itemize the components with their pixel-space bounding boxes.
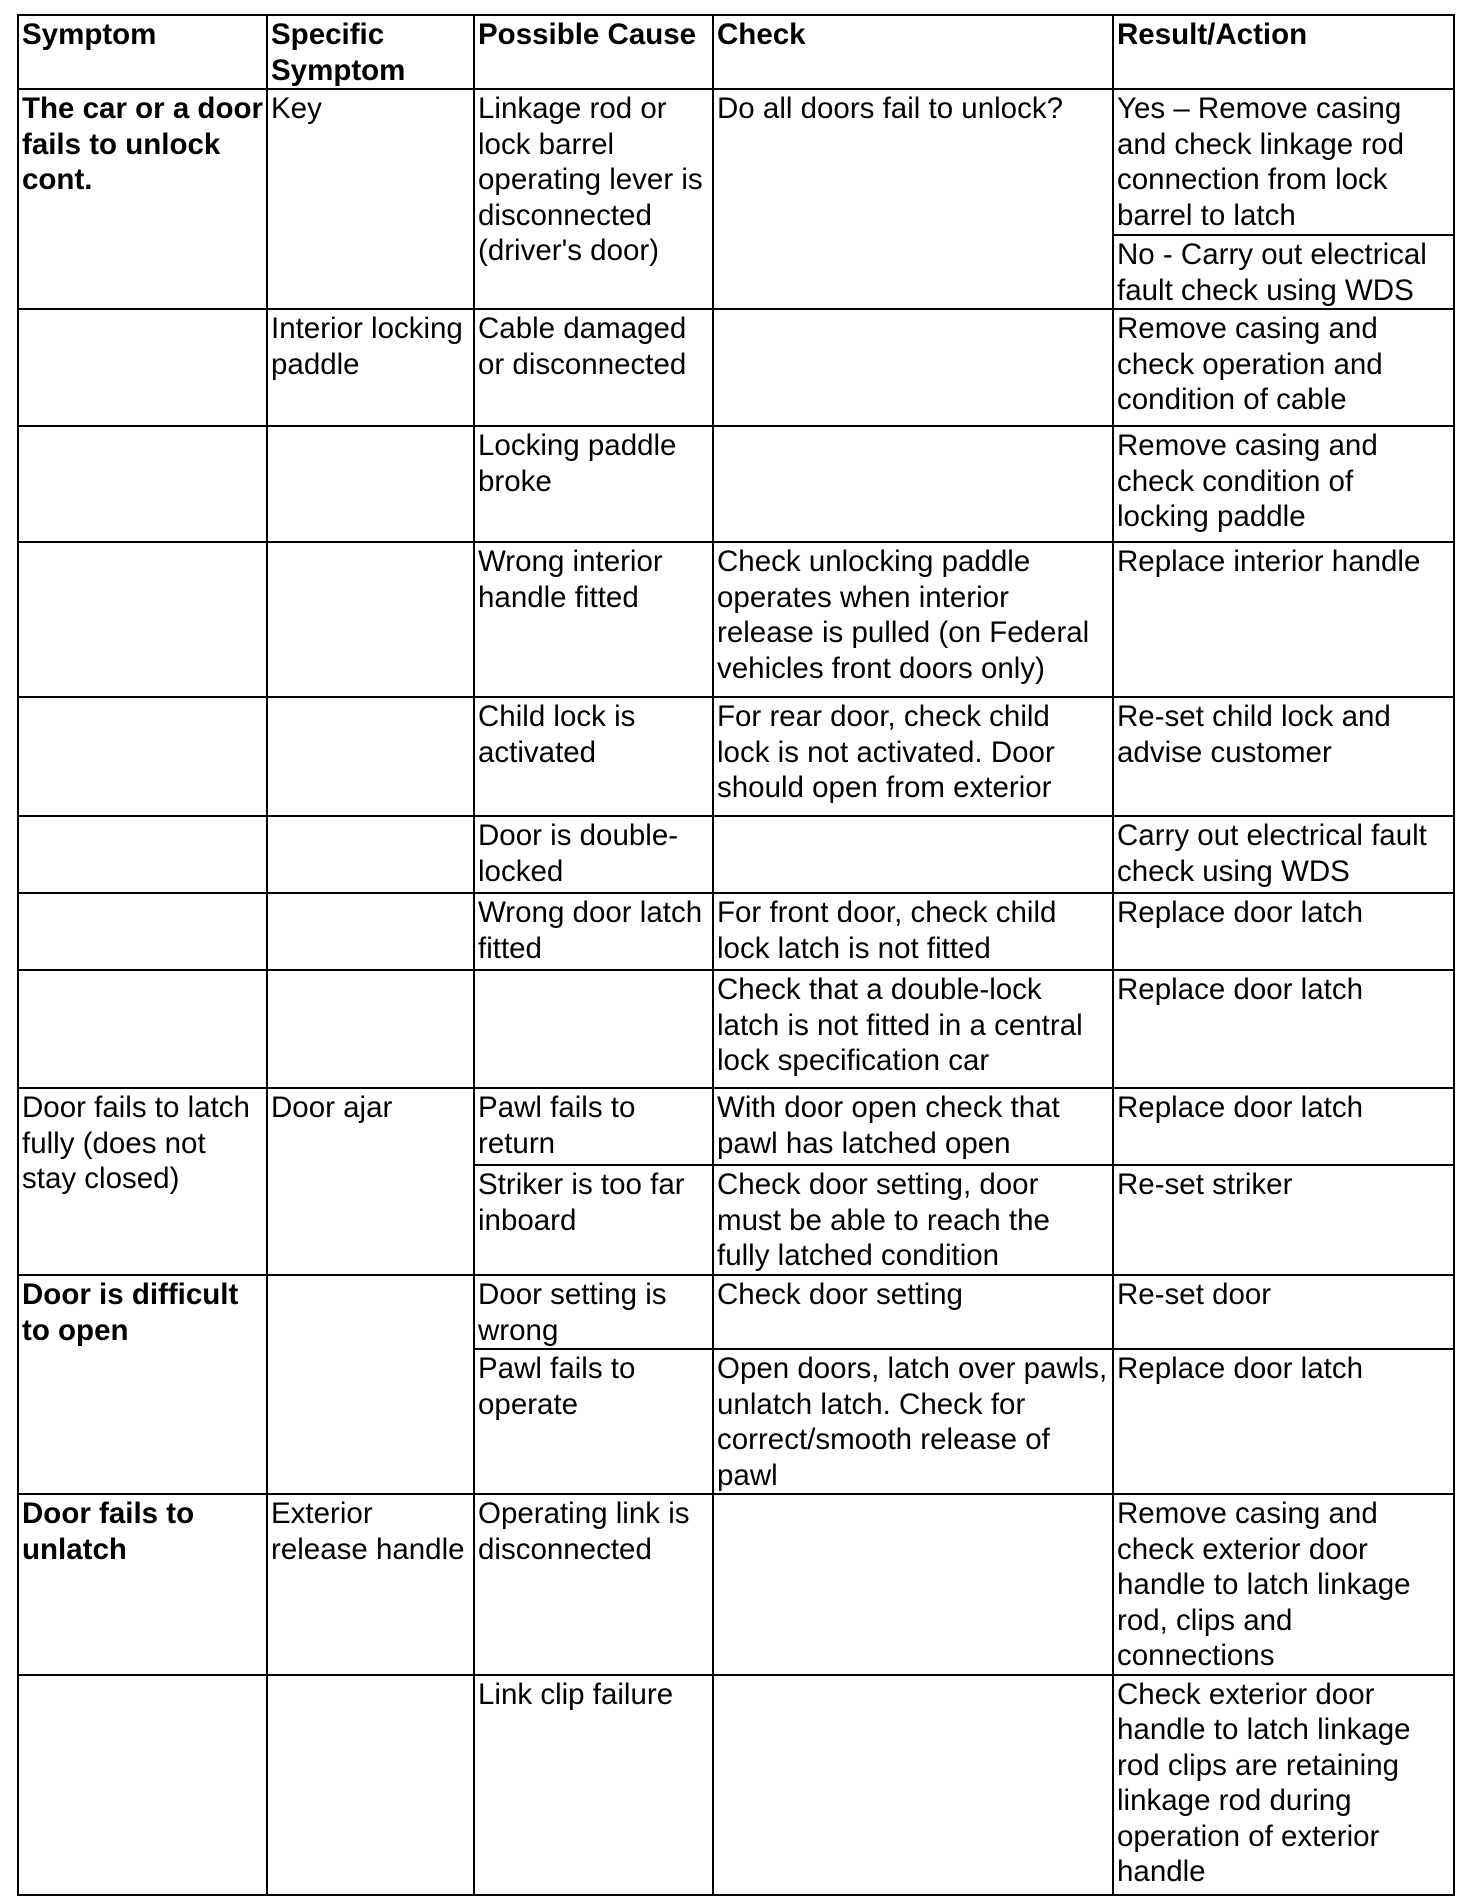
result-cell: Replace door latch (1113, 893, 1454, 970)
header-specific-symptom: Specific Symptom (267, 15, 474, 89)
check-cell (713, 426, 1113, 542)
result-cell: Re-set striker (1113, 1165, 1454, 1275)
table-row (18, 89, 1454, 235)
specific-symptom-cell (267, 697, 474, 816)
table-row (18, 1088, 1454, 1165)
check-cell (713, 1494, 1113, 1675)
table-row (18, 1275, 1454, 1349)
check-cell (713, 816, 1113, 893)
check-cell: Check door setting, door must be able to reach the fully latched condition (713, 1165, 1113, 1275)
symptom-cell (18, 893, 267, 970)
cause-cell: Cable damaged or disconnected (474, 309, 713, 426)
specific-symptom-cell (267, 893, 474, 970)
symptom-cell: Door fails to latch fully (does not stay closed) (18, 1088, 267, 1275)
header-symptom: Symptom (18, 15, 267, 89)
specific-symptom-cell (267, 1275, 474, 1494)
specific-symptom-cell: Exterior release handle (267, 1494, 474, 1675)
table-row (18, 970, 1454, 1088)
result-cell: Replace door latch (1113, 970, 1454, 1088)
result-cell: Carry out electrical fault check using WDS (1113, 816, 1454, 893)
table-row (18, 309, 1454, 426)
symptom-cell (18, 970, 267, 1088)
cause-cell: Pawl fails to operate (474, 1349, 713, 1494)
symptom-cell (18, 542, 267, 697)
header-row (18, 15, 1454, 89)
troubleshooting-table (17, 14, 1455, 1896)
symptom-cell (18, 1675, 267, 1895)
check-cell (713, 1675, 1113, 1895)
cause-cell (474, 970, 713, 1088)
cause-cell: Linkage rod or lock barrel operating lever is disconnected (driver's door) (474, 89, 713, 309)
symptom-cell (18, 816, 267, 893)
cause-cell: Door setting is wrong (474, 1275, 713, 1349)
check-cell: For rear door, check child lock is not activated. Door should open from exterior (713, 697, 1113, 816)
specific-symptom-cell (267, 426, 474, 542)
specific-symptom-cell: Interior locking paddle (267, 309, 474, 426)
header-possible-cause: Possible Cause (474, 15, 713, 89)
specific-symptom-cell: Key (267, 89, 474, 309)
symptom-cell: The car or a door fails to unlock cont. (18, 89, 267, 309)
cause-cell: Striker is too far inboard (474, 1165, 713, 1275)
table-row (18, 816, 1454, 893)
symptom-cell (18, 426, 267, 542)
result-cell: Replace interior handle (1113, 542, 1454, 697)
header-check: Check (713, 15, 1113, 89)
header-result-action: Result/Action (1113, 15, 1454, 89)
cause-cell: Locking paddle broke (474, 426, 713, 542)
result-cell: Remove casing and check operation and condition of cable (1113, 309, 1454, 426)
specific-symptom-cell: Door ajar (267, 1088, 474, 1275)
result-cell: Re-set door (1113, 1275, 1454, 1349)
specific-symptom-cell (267, 542, 474, 697)
result-cell: Yes – Remove casing and check linkage rod connection from lock barrel to latch (1113, 89, 1454, 235)
table-row (18, 426, 1454, 542)
specific-symptom-cell (267, 816, 474, 893)
check-cell: Check that a double-lock latch is not fitted in a central lock specification car (713, 970, 1113, 1088)
symptom-cell: Door is difficult to open (18, 1275, 267, 1494)
specific-symptom-cell (267, 1675, 474, 1895)
result-cell: Replace door latch (1113, 1088, 1454, 1165)
check-cell: Check unlocking paddle operates when interior release is pulled (on Federal vehicles front doors only) (713, 542, 1113, 697)
symptom-cell (18, 697, 267, 816)
symptom-cell: Door fails to unlatch (18, 1494, 267, 1675)
cause-cell: Pawl fails to return (474, 1088, 713, 1165)
check-cell: Open doors, latch over pawls, unlatch latch. Check for correct/smooth release of pawl (713, 1349, 1113, 1494)
cause-cell: Child lock is activated (474, 697, 713, 816)
cause-cell: Wrong door latch fitted (474, 893, 713, 970)
cause-cell: Operating link is disconnected (474, 1494, 713, 1675)
table-row (18, 1675, 1454, 1895)
cause-cell: Wrong interior handle fitted (474, 542, 713, 697)
table-row (18, 542, 1454, 697)
specific-symptom-cell (267, 970, 474, 1088)
cause-cell: Link clip failure (474, 1675, 713, 1895)
check-cell (713, 309, 1113, 426)
check-cell: With door open check that pawl has latched open (713, 1088, 1113, 1165)
check-cell: For front door, check child lock latch is not fitted (713, 893, 1113, 970)
cause-cell: Door is double-locked (474, 816, 713, 893)
result-cell: No - Carry out electrical fault check using WDS (1113, 235, 1454, 309)
symptom-cell (18, 309, 267, 426)
table-row (18, 697, 1454, 816)
table-row (18, 1494, 1454, 1675)
check-cell: Check door setting (713, 1275, 1113, 1349)
result-cell: Replace door latch (1113, 1349, 1454, 1494)
table-row (18, 893, 1454, 970)
result-cell: Check exterior door handle to latch linkage rod clips are retaining linkage rod during operation of exterior handle (1113, 1675, 1454, 1895)
result-cell: Re-set child lock and advise customer (1113, 697, 1454, 816)
check-cell: Do all doors fail to unlock? (713, 89, 1113, 309)
result-cell: Remove casing and check condition of locking paddle (1113, 426, 1454, 542)
result-cell: Remove casing and check exterior door handle to latch linkage rod, clips and connections (1113, 1494, 1454, 1675)
